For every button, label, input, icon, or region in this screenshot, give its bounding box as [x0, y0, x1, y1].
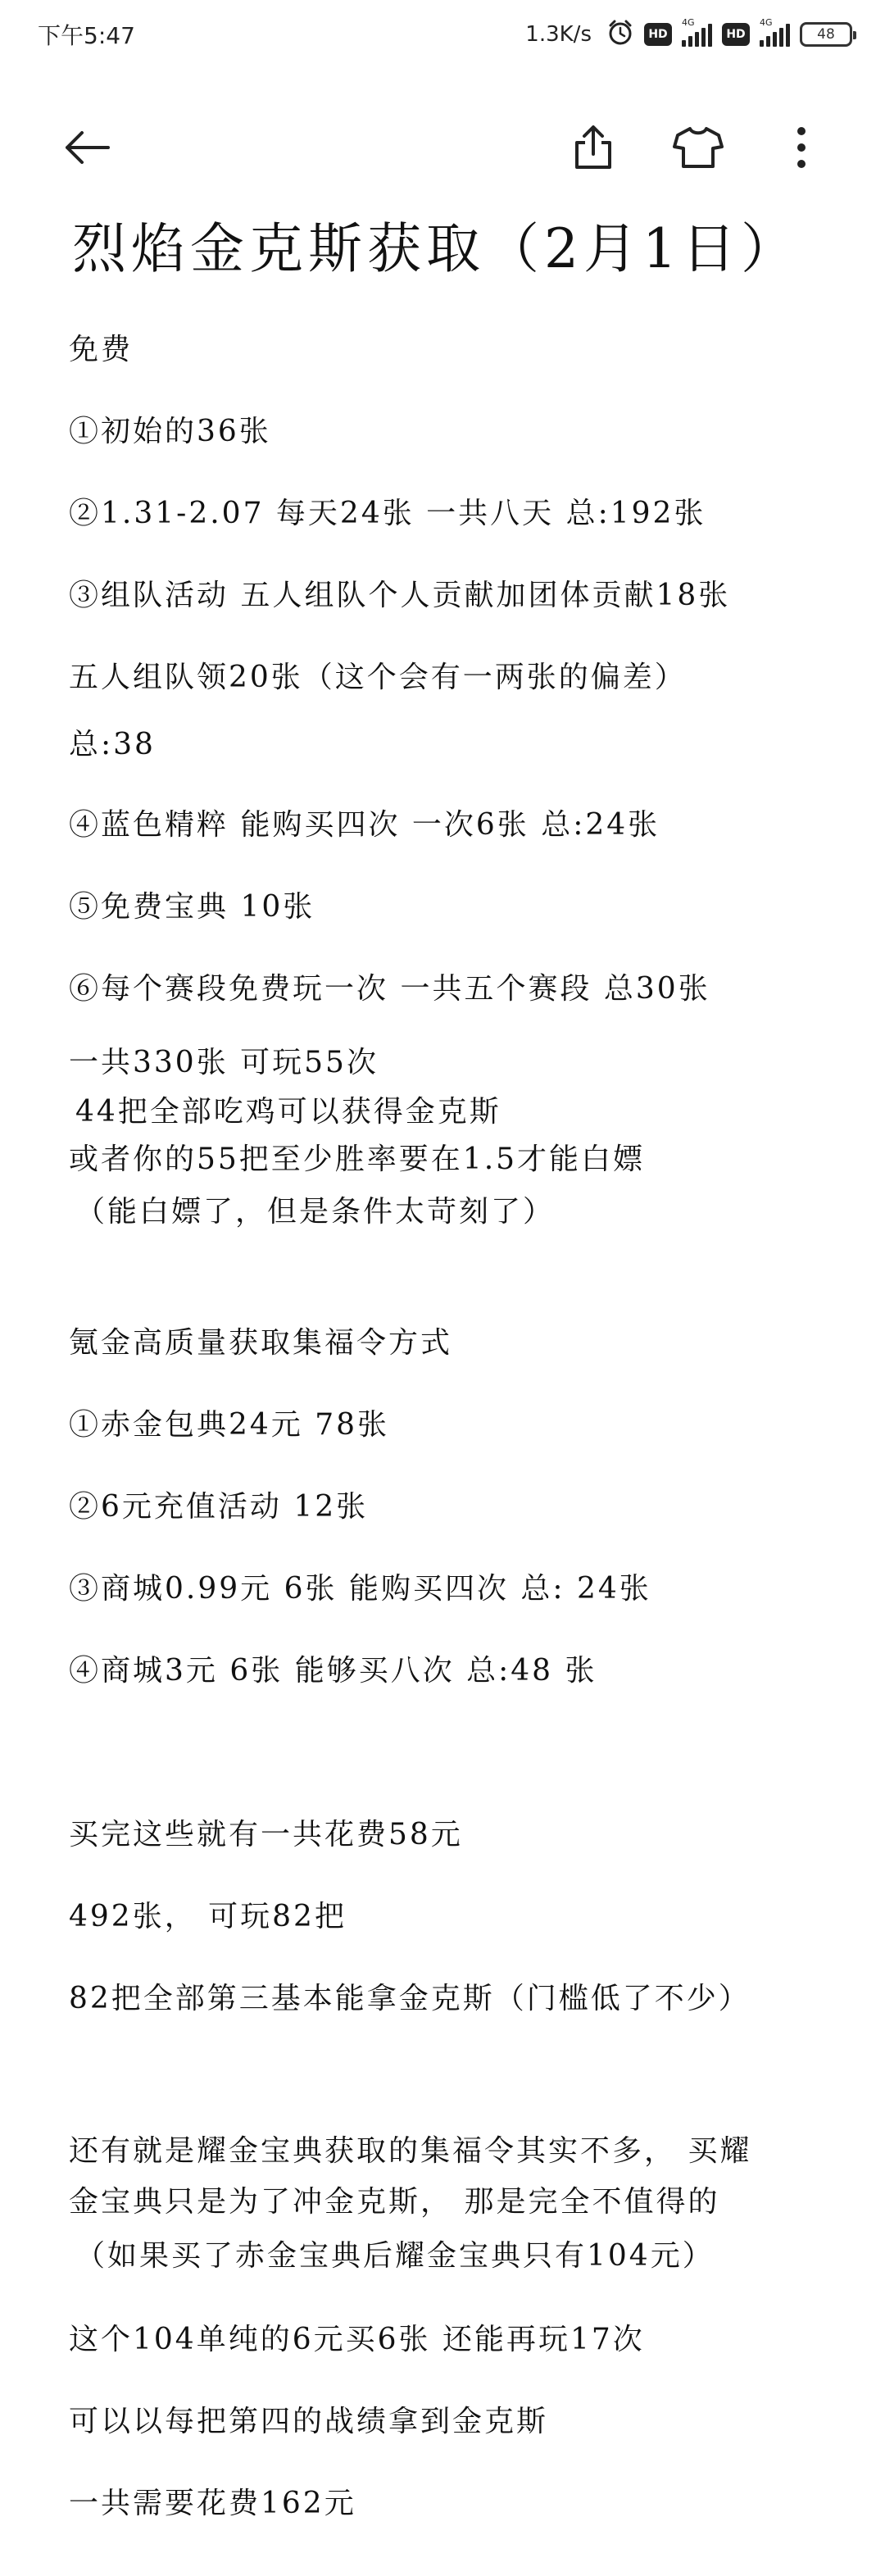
note-line: 这个104单纯的6元买6张 还能再玩17次 — [69, 2323, 645, 2356]
note-line: ①初始的36张 — [69, 415, 271, 448]
back-button[interactable] — [56, 116, 118, 179]
theme-button[interactable] — [667, 116, 729, 179]
share-icon — [572, 125, 615, 170]
note-line: ⑤免费宝典 10张 — [69, 890, 315, 924]
hd-badge-2: HD — [722, 23, 750, 46]
note-line: （能白嫖了，但是条件太苛刻了） — [75, 1195, 556, 1229]
arrow-left-icon — [62, 129, 111, 166]
more-vertical-icon — [793, 125, 810, 170]
note-line: 金宝典只是为了冲金克斯， 那是完全不值得的 — [69, 2185, 720, 2219]
network-speed: 1.3K/s — [525, 22, 592, 47]
note-line: 可以以每把第四的战绩拿到金克斯 — [69, 2405, 549, 2438]
tshirt-icon — [673, 125, 724, 170]
note-line: ①赤金包典24元 78张 — [69, 1408, 390, 1442]
signal-icon-2: 4G — [760, 22, 790, 47]
note-toolbar — [0, 107, 885, 189]
status-time: 下午5:47 — [38, 22, 135, 49]
note-line: 免费 — [69, 333, 134, 366]
note-line: ②6元充值活动 12张 — [69, 1490, 369, 1524]
note-line: 氪金高质量获取集福令方式 — [69, 1326, 453, 1360]
note-line: 或者你的55把至少胜率要在1.5才能白嫖 — [69, 1143, 646, 1176]
signal-icon-1: 4G — [682, 22, 712, 47]
note-line: 一共需要花费162元 — [69, 2487, 356, 2520]
note-line: 五人组队领20张（这个会有一两张的偏差） — [69, 661, 687, 694]
note-line: ④蓝色精粹 能购买四次 一次6张 总:24张 — [69, 808, 660, 842]
note-line: 总:38 — [69, 728, 156, 761]
note-line: ③商城0.99元 6张 能购买四次 总: 24张 — [69, 1572, 651, 1606]
note-line: 一共330张 可玩55次 — [69, 1046, 379, 1079]
note-line: ④商城3元 6张 能够买八次 总:48 张 — [69, 1654, 597, 1688]
note-line: 492张， 可玩82把 — [69, 1900, 347, 1933]
note-line: ②1.31-2.07 每天24张 一共八天 总:192张 — [69, 497, 706, 530]
note-line: ③组队活动 五人组队个人贡献加团体贡献18张 — [69, 579, 731, 612]
note-line: 还有就是耀金宝典获取的集福令其实不多， 买耀 — [69, 2134, 752, 2168]
alarm-icon — [606, 19, 634, 50]
more-button[interactable] — [770, 116, 833, 179]
share-button[interactable] — [562, 116, 624, 179]
note-line: ⑥每个赛段免费玩一次 一共五个赛段 总30张 — [69, 972, 710, 1006]
note-line: （如果买了赤金宝典后耀金宝典只有104元） — [75, 2239, 715, 2273]
note-line: 买完这些就有一共花费58元 — [69, 1818, 463, 1851]
note-line: 82把全部第三基本能拿金克斯（门槛低了不少） — [69, 1982, 751, 2015]
status-bar — [0, 0, 885, 70]
hd-badge-1: HD — [644, 23, 672, 46]
note-title[interactable]: 烈焰金克斯获取（2月1日） — [72, 217, 800, 280]
battery-icon: 48 — [800, 22, 852, 47]
note-line: 44把全部吃鸡可以获得金克斯 — [75, 1095, 502, 1129]
status-icons — [525, 15, 852, 54]
